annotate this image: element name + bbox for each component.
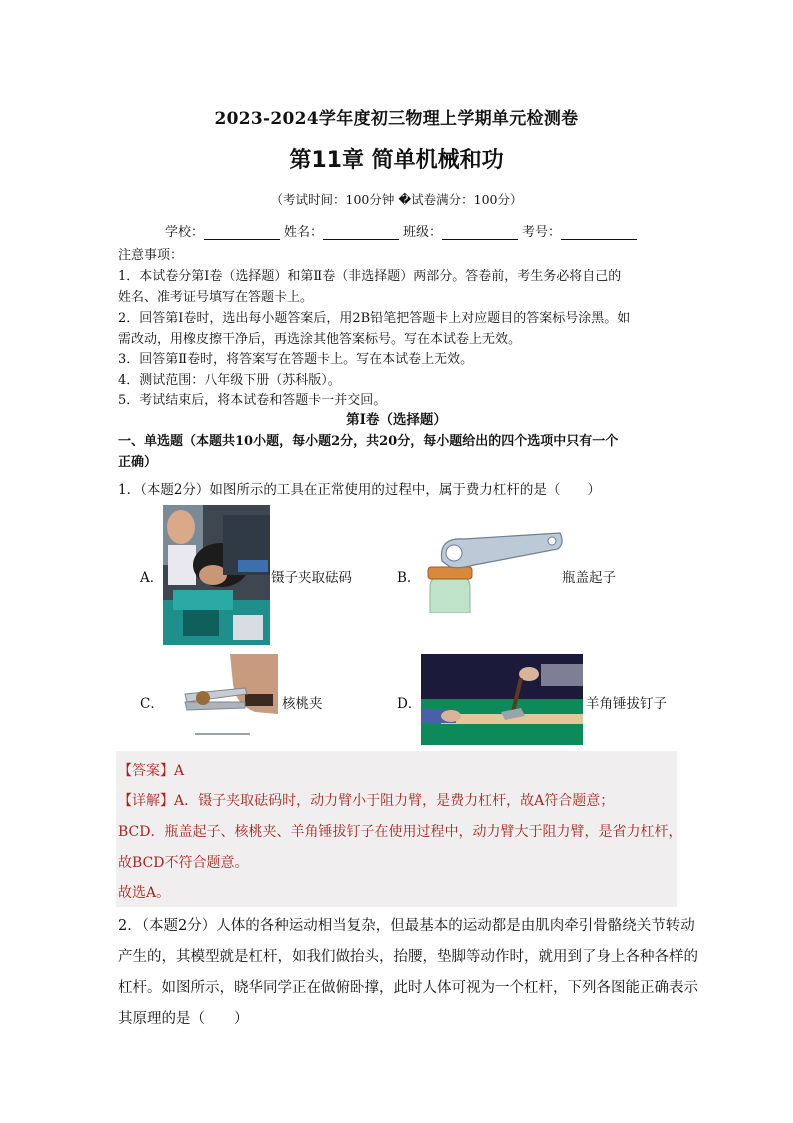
field-class (403, 221, 518, 240)
option-a-label: A． (140, 570, 164, 586)
claw-hammer-photo (421, 654, 583, 745)
tweezers-photo (163, 505, 270, 645)
q1-detail-line: 【详解】A．镊子夹取砝码时，动力臂小于阻力臂，是费力杠杆，故A符合题意； (118, 793, 615, 809)
field-name (284, 221, 399, 240)
nutcracker-photo (175, 654, 278, 740)
q2-line: 产生的，其模型就是杠杆，如我们做抬头，抬腰，垫脚等动作时，就用到了身上各种各样的 (118, 949, 698, 965)
q1-detail-line: 故选A。 (118, 885, 171, 901)
option-b-label: B． (397, 570, 421, 586)
chapter-title: 第11章 简单机械和功 (289, 148, 504, 173)
exam-no-blank[interactable] (561, 225, 637, 240)
option-c-label: C． (140, 696, 164, 712)
bottle-opener-illustration (420, 525, 565, 613)
note-line: 4．测试范围：八年级下册（苏科版）。 (118, 373, 341, 388)
note-line: 姓名、准考证号填写在答题卡上。 (118, 290, 314, 305)
section-title: 第Ⅰ卷（选择题） (346, 412, 447, 428)
class-blank[interactable] (442, 225, 518, 240)
part-heading: 一、单选题（本题共10小题，每小题2分，共20分，每小题给出的四个选项中只有一个 (118, 434, 619, 449)
option-d-text: 羊角锤拔钉子 (586, 696, 667, 712)
field-label: 班级： (403, 225, 443, 240)
option-c-text: 核桃夹 (282, 696, 323, 712)
note-line: 3．回答第Ⅱ卷时，将答案写在答题卡上。写在本试卷上无效。 (118, 352, 474, 367)
name-blank[interactable] (323, 225, 399, 240)
option-a-text: 镊子夹取砝码 (271, 570, 352, 586)
option-b-text: 瓶盖起子 (562, 570, 616, 586)
note-line: 2．回答第Ⅰ卷时，选出每小题答案后，用2B铅笔把答题卡上对应题目的答案标号涂黑。如 (118, 311, 631, 326)
note-line: 5．考试结束后，将本试卷和答题卡一并交回。 (118, 393, 387, 408)
q2-line: 其原理的是（ ） (118, 1011, 249, 1027)
q1-answer: 【答案】A (118, 763, 185, 779)
option-d-label: D． (397, 696, 422, 712)
q2-line: 杠杆。如图所示，晓华同学正在做俯卧撑，此时人体可视为一个杠杆，下列各图能正确表示 (118, 980, 698, 996)
notes-title: 注意事项： (118, 248, 184, 263)
student-fields (165, 221, 641, 240)
q1-detail-line: BCD．瓶盖起子、核桃夹、羊角锤拔钉子在使用过程中，动力臂大于阻力臂，是省力杠杆， (118, 824, 683, 840)
field-label: 学校： (165, 225, 205, 240)
note-line: 1．本试卷分第Ⅰ卷（选择题）和第Ⅱ卷（非选择题）两部分。答卷前，考生务必将自己的 (118, 269, 622, 284)
q1-detail-line: 故BCD不符合题意。 (118, 855, 249, 871)
part-heading-cont: 正确） (118, 455, 158, 470)
field-exam-no (522, 221, 637, 240)
q2-line: 2．（本题2分）人体的各种运动相当复杂，但最基本的运动都是由肌肉牵引骨骼绕关节转动 (118, 918, 695, 934)
note-line: 需改动，用橡皮擦干净后，再选涂其他答案标号。写在本试卷上无效。 (118, 332, 522, 347)
field-school (165, 221, 280, 240)
field-label: 考号： (522, 225, 562, 240)
exam-info: （考试时间：100分钟 �试卷满分：100分） (270, 192, 523, 207)
exam-title: 2023-2024学年度初三物理上学期单元检测卷 (214, 109, 579, 129)
q1-stem: 1．（本题2分）如图所示的工具在正常使用的过程中，属于费力杠杆的是（ ） (118, 482, 601, 498)
field-label: 姓名： (284, 225, 324, 240)
school-blank[interactable] (204, 225, 280, 240)
